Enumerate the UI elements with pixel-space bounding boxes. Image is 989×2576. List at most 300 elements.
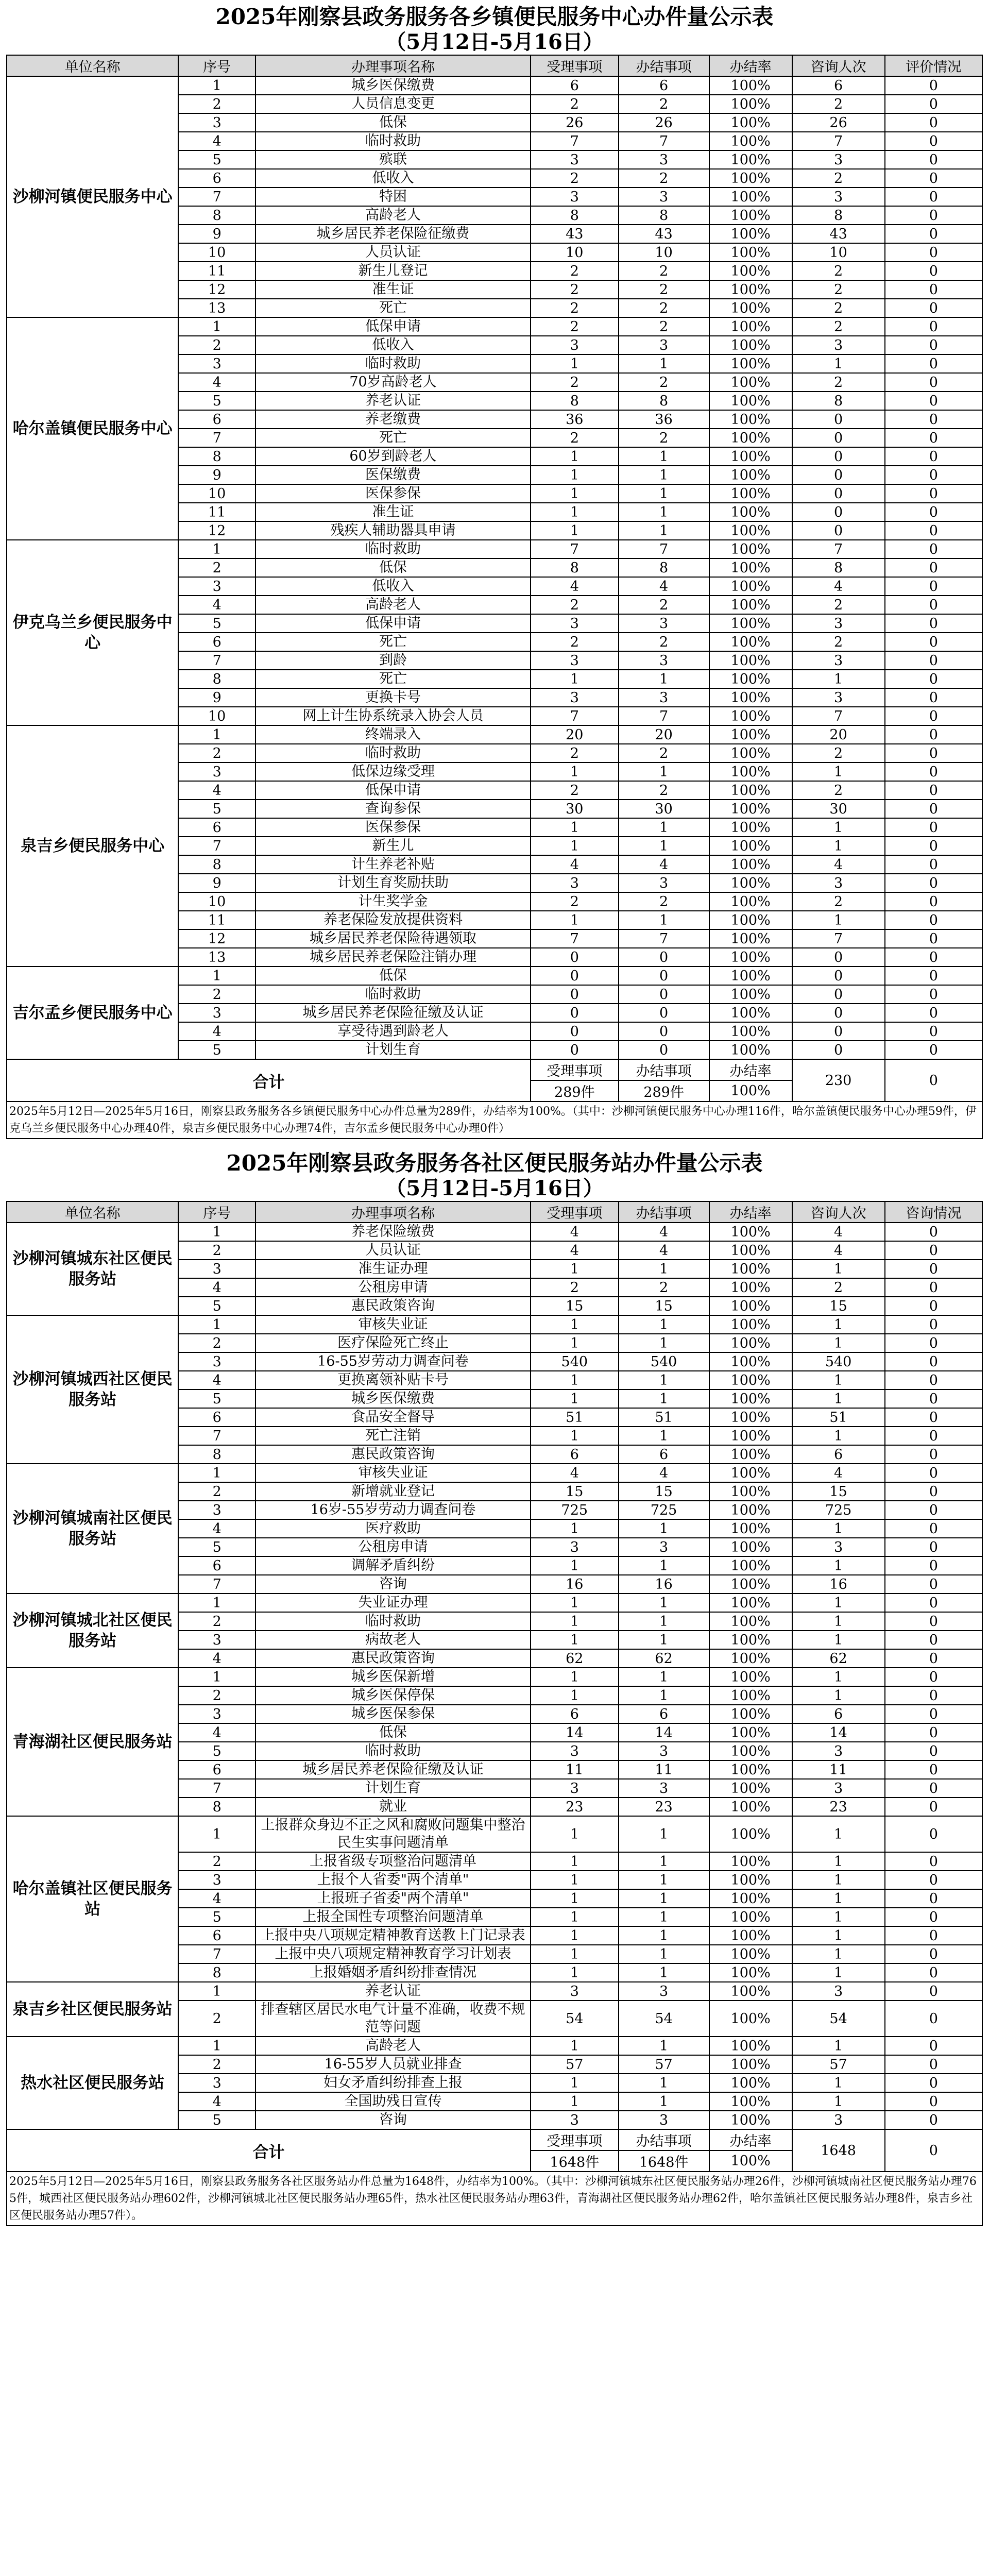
- row-number: 3: [178, 1260, 255, 1278]
- completion-rate: 100%: [709, 744, 792, 762]
- total-accepted-header: 受理事项: [531, 1059, 618, 1080]
- evaluation-count: 0: [885, 2074, 982, 2092]
- row-number: 12: [178, 280, 255, 299]
- row-number: 12: [178, 929, 255, 948]
- completed-count: 15: [619, 1297, 709, 1315]
- service-item: 上报班子省委"两个清单": [255, 1889, 531, 1908]
- row-number: 12: [178, 521, 255, 540]
- completed-count: 1: [619, 2092, 709, 2111]
- evaluation-count: 0: [885, 206, 982, 225]
- completion-rate: 100%: [709, 1760, 792, 1779]
- completion-rate: 100%: [709, 1041, 792, 1059]
- row-number: 8: [178, 206, 255, 225]
- service-item: 全国助残日宣传: [255, 2092, 531, 2111]
- accepted-count: 20: [531, 725, 618, 744]
- completion-rate: 100%: [709, 1779, 792, 1798]
- evaluation-count: 0: [885, 1389, 982, 1408]
- accepted-count: 2: [531, 95, 618, 113]
- evaluation-count: 0: [885, 373, 982, 392]
- evaluation-count: 0: [885, 1798, 982, 1816]
- completion-rate: 100%: [709, 150, 792, 169]
- col-header: 序号: [178, 1201, 255, 1223]
- row-number: 7: [178, 651, 255, 670]
- consult-count: 540: [792, 1352, 885, 1371]
- accepted-count: 1: [531, 1908, 618, 1926]
- row-number: 3: [178, 577, 255, 596]
- completed-count: 0: [619, 967, 709, 985]
- consult-count: 1: [792, 818, 885, 837]
- completed-count: 6: [619, 76, 709, 95]
- community-report-title: 2025年刚察县政务服务各社区便民服务站办件量公示表: [226, 1150, 763, 1176]
- completion-rate: 100%: [709, 1482, 792, 1501]
- completed-count: 1: [619, 1963, 709, 1982]
- completed-count: 62: [619, 1649, 709, 1668]
- consult-count: 8: [792, 206, 885, 225]
- service-item: 上报全国性专项整治问题清单: [255, 1908, 531, 1926]
- col-header: 办结率: [709, 55, 792, 76]
- row-number: 7: [178, 1779, 255, 1798]
- completed-count: 3: [619, 1779, 709, 1798]
- accepted-count: 1: [531, 484, 618, 503]
- consult-count: 1: [792, 1594, 885, 1612]
- accepted-count: 3: [531, 1538, 618, 1556]
- completion-rate: 100%: [709, 688, 792, 707]
- service-item: 失业证办理: [255, 1594, 531, 1612]
- township-table: [6, 55, 983, 1139]
- evaluation-count: 0: [885, 280, 982, 299]
- table-row: [7, 540, 982, 558]
- row-number: 4: [178, 132, 255, 150]
- col-header: 办理事项名称: [255, 55, 531, 76]
- evaluation-count: 0: [885, 336, 982, 354]
- completed-count: 1: [619, 670, 709, 688]
- completion-rate: 100%: [709, 1742, 792, 1760]
- service-item: 低收入: [255, 336, 531, 354]
- completion-rate: 100%: [709, 447, 792, 466]
- accepted-count: 0: [531, 967, 618, 985]
- township-table-body: [7, 76, 982, 1059]
- total-header-row: [7, 2129, 982, 2150]
- completion-rate: 100%: [709, 1315, 792, 1334]
- consult-count: 3: [792, 188, 885, 206]
- col-header: 咨询人次: [792, 1201, 885, 1223]
- consult-count: 1: [792, 1908, 885, 1926]
- service-item: 死亡: [255, 429, 531, 447]
- evaluation-count: 0: [885, 150, 982, 169]
- row-number: 4: [178, 2092, 255, 2111]
- evaluation-count: 0: [885, 614, 982, 633]
- consult-count: 0: [792, 503, 885, 521]
- completed-count: 1: [619, 1612, 709, 1631]
- consult-count: 3: [792, 1779, 885, 1798]
- completion-rate: 100%: [709, 466, 792, 484]
- evaluation-count: 0: [885, 1041, 982, 1059]
- service-item: 残疾人辅助器具申请: [255, 521, 531, 540]
- accepted-count: 7: [531, 707, 618, 725]
- unit-name: 沙柳河镇城北社区便民服务站: [7, 1594, 178, 1668]
- accepted-count: 3: [531, 1779, 618, 1798]
- accepted-count: 2: [531, 169, 618, 188]
- total-rate-header: 办结率: [709, 1059, 792, 1080]
- row-number: 4: [178, 1889, 255, 1908]
- consult-count: 3: [792, 1742, 885, 1760]
- completed-count: 36: [619, 410, 709, 429]
- service-item: 16岁-55岁劳动力调查问卷: [255, 1501, 531, 1519]
- consult-count: 3: [792, 874, 885, 892]
- consult-count: 11: [792, 1760, 885, 1779]
- completion-rate: 100%: [709, 1798, 792, 1816]
- completion-rate: 100%: [709, 540, 792, 558]
- completion-rate: 100%: [709, 633, 792, 651]
- completion-rate: 100%: [709, 911, 792, 929]
- accepted-count: 1: [531, 354, 618, 373]
- row-number: 3: [178, 1631, 255, 1649]
- completion-rate: 100%: [709, 2037, 792, 2055]
- service-item: 低保申请: [255, 317, 531, 336]
- accepted-count: 1: [531, 2092, 618, 2111]
- consult-count: 2: [792, 169, 885, 188]
- completion-rate: 100%: [709, 2111, 792, 2129]
- table-row: [7, 967, 982, 985]
- community-report-period: （5月12日-5月16日）: [385, 1176, 604, 1200]
- row-number: 3: [178, 113, 255, 132]
- unit-name: 哈尔盖镇社区便民服务站: [7, 1816, 178, 1982]
- row-number: 9: [178, 874, 255, 892]
- completion-rate: 100%: [709, 596, 792, 614]
- consult-count: 0: [792, 447, 885, 466]
- col-header: 办理事项名称: [255, 1201, 531, 1223]
- consult-count: 10: [792, 243, 885, 262]
- completed-count: 1: [619, 762, 709, 781]
- row-number: 5: [178, 1297, 255, 1315]
- note-row: [7, 2172, 982, 2226]
- accepted-count: 1: [531, 1260, 618, 1278]
- row-number: 4: [178, 1723, 255, 1742]
- consult-count: 20: [792, 725, 885, 744]
- completion-rate: 100%: [709, 1871, 792, 1889]
- service-item: 审核失业证: [255, 1464, 531, 1482]
- evaluation-count: 0: [885, 948, 982, 967]
- completed-count: 1: [619, 1871, 709, 1889]
- evaluation-count: 0: [885, 1334, 982, 1352]
- row-number: 8: [178, 1798, 255, 1816]
- accepted-count: 1: [531, 521, 618, 540]
- total-accepted: 289件: [531, 1080, 618, 1101]
- evaluation-count: 0: [885, 1926, 982, 1945]
- row-number: 7: [178, 1575, 255, 1594]
- consult-count: 4: [792, 577, 885, 596]
- total-accepted-header: 受理事项: [531, 2129, 618, 2150]
- col-header: 单位名称: [7, 55, 178, 76]
- completed-count: 23: [619, 1798, 709, 1816]
- evaluation-count: 0: [885, 596, 982, 614]
- row-number: 4: [178, 1022, 255, 1041]
- row-number: 13: [178, 948, 255, 967]
- row-number: 3: [178, 762, 255, 781]
- row-number: 1: [178, 1464, 255, 1482]
- total-rate: 100%: [709, 1080, 792, 1101]
- consult-count: 2: [792, 633, 885, 651]
- accepted-count: 3: [531, 150, 618, 169]
- row-number: 10: [178, 243, 255, 262]
- completed-count: 6: [619, 1705, 709, 1723]
- consult-count: 0: [792, 484, 885, 503]
- service-item: 享受待遇到龄老人: [255, 1022, 531, 1041]
- completed-count: 57: [619, 2055, 709, 2074]
- evaluation-count: 0: [885, 410, 982, 429]
- accepted-count: 725: [531, 1501, 618, 1519]
- row-number: 2: [178, 2055, 255, 2074]
- completion-rate: 100%: [709, 1464, 792, 1482]
- completion-rate: 100%: [709, 262, 792, 280]
- evaluation-count: 0: [885, 1371, 982, 1389]
- evaluation-count: 0: [885, 911, 982, 929]
- table-row: [7, 317, 982, 336]
- completed-count: 1: [619, 354, 709, 373]
- accepted-count: 1: [531, 1612, 618, 1631]
- accepted-count: 10: [531, 243, 618, 262]
- consult-count: 1: [792, 2037, 885, 2055]
- accepted-count: 4: [531, 855, 618, 874]
- completed-count: 0: [619, 948, 709, 967]
- completion-rate: 100%: [709, 1389, 792, 1408]
- service-item: 更换离领补贴卡号: [255, 1371, 531, 1389]
- service-item: 准生证办理: [255, 1260, 531, 1278]
- accepted-count: 2: [531, 892, 618, 911]
- accepted-count: 30: [531, 800, 618, 818]
- consult-count: 3: [792, 688, 885, 707]
- service-item: 临时救助: [255, 1612, 531, 1631]
- accepted-count: 1: [531, 1594, 618, 1612]
- accepted-count: 15: [531, 1297, 618, 1315]
- completed-count: 1: [619, 1926, 709, 1945]
- row-number: 1: [178, 317, 255, 336]
- accepted-count: 1: [531, 818, 618, 837]
- total-completed-header: 办结事项: [619, 1059, 709, 1080]
- accepted-count: 1: [531, 1889, 618, 1908]
- accepted-count: 0: [531, 1004, 618, 1022]
- consult-count: 2: [792, 596, 885, 614]
- row-number: 6: [178, 1926, 255, 1945]
- evaluation-count: 0: [885, 466, 982, 484]
- completion-rate: 100%: [709, 317, 792, 336]
- accepted-count: 0: [531, 985, 618, 1004]
- evaluation-count: 0: [885, 707, 982, 725]
- service-item: 上报个人省委"两个清单": [255, 1871, 531, 1889]
- consult-count: 3: [792, 150, 885, 169]
- service-item: 城乡居民养老保险征缴费: [255, 225, 531, 243]
- col-header: 受理事项: [531, 55, 618, 76]
- table-row: [7, 1315, 982, 1334]
- consult-count: 0: [792, 466, 885, 484]
- service-item: 16-55岁劳动力调查问卷: [255, 1352, 531, 1371]
- accepted-count: 2: [531, 596, 618, 614]
- service-item: 医保参保: [255, 484, 531, 503]
- service-item: 低保边缘受理: [255, 762, 531, 781]
- service-item: 临时救助: [255, 744, 531, 762]
- completion-rate: 100%: [709, 373, 792, 392]
- evaluation-count: 0: [885, 1631, 982, 1649]
- row-number: 4: [178, 781, 255, 800]
- completion-rate: 100%: [709, 967, 792, 985]
- accepted-count: 3: [531, 188, 618, 206]
- evaluation-count: 0: [885, 892, 982, 911]
- completed-count: 3: [619, 614, 709, 633]
- consult-count: 15: [792, 1482, 885, 1501]
- completion-rate: 100%: [709, 2092, 792, 2111]
- accepted-count: 1: [531, 1519, 618, 1538]
- completed-count: 30: [619, 800, 709, 818]
- row-number: 3: [178, 1705, 255, 1723]
- row-number: 11: [178, 262, 255, 280]
- consult-count: 1: [792, 1427, 885, 1445]
- completed-count: 3: [619, 150, 709, 169]
- completed-count: 3: [619, 2111, 709, 2129]
- service-item: 16-55岁人员就业排查: [255, 2055, 531, 2074]
- service-item: 死亡注销: [255, 1427, 531, 1445]
- table-row: [7, 1816, 982, 1852]
- consult-count: 0: [792, 1022, 885, 1041]
- evaluation-count: 0: [885, 1594, 982, 1612]
- evaluation-count: 0: [885, 1779, 982, 1798]
- row-number: 1: [178, 725, 255, 744]
- completion-rate: 100%: [709, 1852, 792, 1871]
- col-header: 办结率: [709, 1201, 792, 1223]
- completed-count: 51: [619, 1408, 709, 1427]
- row-number: 1: [178, 76, 255, 95]
- accepted-count: 1: [531, 911, 618, 929]
- total-completed: 1648件: [619, 2150, 709, 2172]
- completion-rate: 100%: [709, 2055, 792, 2074]
- service-item: 准生证: [255, 280, 531, 299]
- service-item: 计生奖学金: [255, 892, 531, 911]
- consult-count: 2: [792, 280, 885, 299]
- completed-count: 1: [619, 521, 709, 540]
- completed-count: 1: [619, 1668, 709, 1686]
- evaluation-count: 0: [885, 633, 982, 651]
- service-item: 人员信息变更: [255, 95, 531, 113]
- evaluation-count: 0: [885, 2037, 982, 2055]
- service-item: 人员认证: [255, 1241, 531, 1260]
- completed-count: 7: [619, 540, 709, 558]
- evaluation-count: 0: [885, 1612, 982, 1631]
- evaluation-count: 0: [885, 1908, 982, 1926]
- completion-rate: 100%: [709, 336, 792, 354]
- service-item: 到龄: [255, 651, 531, 670]
- total-rate-header: 办结率: [709, 2129, 792, 2150]
- col-header: 受理事项: [531, 1201, 618, 1223]
- row-number: 2: [178, 1686, 255, 1705]
- consult-count: 2: [792, 781, 885, 800]
- evaluation-count: 0: [885, 1260, 982, 1278]
- accepted-count: 2: [531, 781, 618, 800]
- completed-count: 2: [619, 633, 709, 651]
- table-row: [7, 76, 982, 95]
- row-number: 2: [178, 1482, 255, 1501]
- table-header-row: [7, 55, 982, 76]
- completion-rate: 100%: [709, 1705, 792, 1723]
- total-completed: 289件: [619, 1080, 709, 1101]
- completion-rate: 100%: [709, 874, 792, 892]
- accepted-count: 57: [531, 2055, 618, 2074]
- row-number: 9: [178, 466, 255, 484]
- completion-rate: 100%: [709, 1004, 792, 1022]
- evaluation-count: 0: [885, 484, 982, 503]
- evaluation-count: 0: [885, 651, 982, 670]
- completion-rate: 100%: [709, 1445, 792, 1464]
- row-number: 3: [178, 1352, 255, 1371]
- completed-count: 7: [619, 132, 709, 150]
- service-item: 咨询: [255, 1575, 531, 1594]
- completed-count: 14: [619, 1723, 709, 1742]
- completed-count: 1: [619, 1315, 709, 1334]
- completed-count: 1: [619, 2074, 709, 2092]
- consult-count: 2: [792, 744, 885, 762]
- completed-count: 2: [619, 892, 709, 911]
- evaluation-count: 0: [885, 169, 982, 188]
- completed-count: 0: [619, 1022, 709, 1041]
- accepted-count: 1: [531, 1556, 618, 1575]
- completed-count: 1: [619, 503, 709, 521]
- row-number: 1: [178, 1315, 255, 1334]
- total-consult: 1648: [792, 2129, 885, 2172]
- completion-rate: 100%: [709, 429, 792, 447]
- completed-count: 11: [619, 1760, 709, 1779]
- accepted-count: 1: [531, 1631, 618, 1649]
- consult-count: 23: [792, 1798, 885, 1816]
- evaluation-count: 0: [885, 540, 982, 558]
- service-item: 医保缴费: [255, 466, 531, 484]
- accepted-count: 43: [531, 225, 618, 243]
- evaluation-count: 0: [885, 188, 982, 206]
- completed-count: 1: [619, 1594, 709, 1612]
- consult-count: 4: [792, 855, 885, 874]
- row-number: 2: [178, 95, 255, 113]
- consult-count: 3: [792, 336, 885, 354]
- completion-rate: 100%: [709, 95, 792, 113]
- consult-count: 0: [792, 948, 885, 967]
- table-header-row: [7, 1201, 982, 1223]
- row-number: 6: [178, 1556, 255, 1575]
- completed-count: 1: [619, 1908, 709, 1926]
- consult-count: 3: [792, 651, 885, 670]
- service-item: 新生儿登记: [255, 262, 531, 280]
- service-item: 惠民政策咨询: [255, 1649, 531, 1668]
- completion-rate: 100%: [709, 1241, 792, 1260]
- row-number: 1: [178, 1982, 255, 2001]
- completed-count: 3: [619, 688, 709, 707]
- row-number: 7: [178, 429, 255, 447]
- completion-rate: 100%: [709, 1501, 792, 1519]
- completion-rate: 100%: [709, 929, 792, 948]
- consult-count: 7: [792, 132, 885, 150]
- evaluation-count: 0: [885, 1022, 982, 1041]
- completion-rate: 100%: [709, 484, 792, 503]
- row-number: 7: [178, 1945, 255, 1963]
- consult-count: 6: [792, 1445, 885, 1464]
- consult-count: 0: [792, 967, 885, 985]
- evaluation-count: 0: [885, 95, 982, 113]
- completion-rate: 100%: [709, 1408, 792, 1427]
- unit-name: 沙柳河镇城西社区便民服务站: [7, 1315, 178, 1464]
- consult-count: 1: [792, 1519, 885, 1538]
- consult-count: 14: [792, 1723, 885, 1742]
- consult-count: 54: [792, 2001, 885, 2037]
- col-header: 评价情况: [885, 55, 982, 76]
- completion-rate: 100%: [709, 837, 792, 855]
- service-item: 上报群众身边不正之风和腐败问题集中整治民生实事问题清单: [255, 1816, 531, 1852]
- accepted-count: 540: [531, 1352, 618, 1371]
